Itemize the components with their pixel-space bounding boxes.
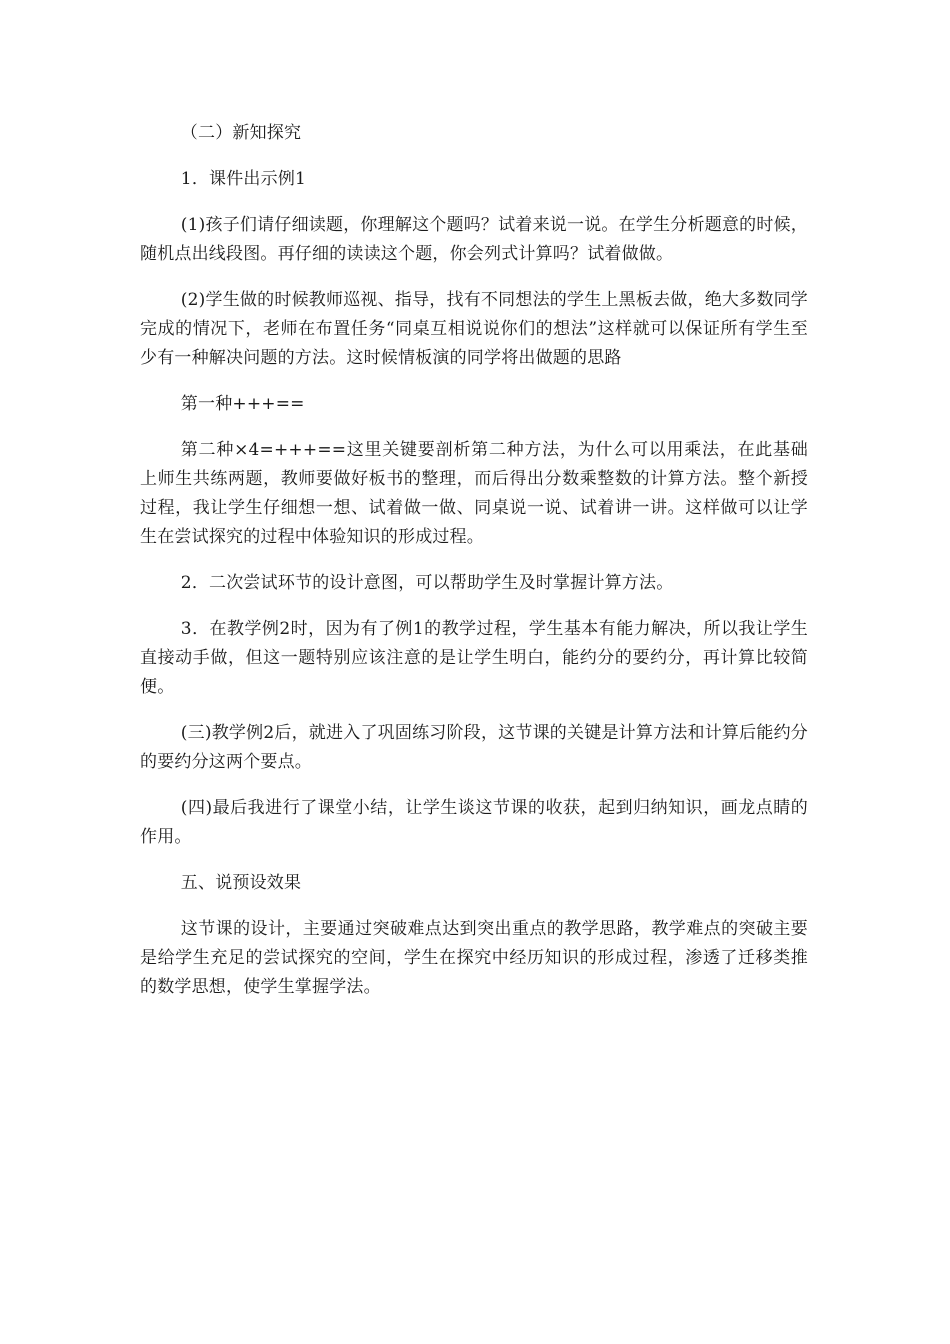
paragraph-consolidation: (三)教学例2后，就进入了巩固练习阶段，这节课的关键是计算方法和计算后能约分的要约分这两个要点。 [140, 723, 808, 772]
paragraph-method-one: 第一种+++== [180, 394, 305, 414]
paragraph-read-question: (1)孩子们请仔细读题，你理解这个题吗？试着来说一说。在学生分析题意的时候，随机点出线段图。再仔细的读读这个题，你会列式计算吗？试着做做。 [140, 215, 808, 264]
paragraph-summary: (四)最后我进行了课堂小结，让学生谈这节课的收获，起到归纳知识，画龙点睛的作用。 [140, 798, 808, 847]
document-body [140, 119, 808, 1019]
paragraph-example-2: 3．在教学例2时，因为有了例1的教学过程，学生基本有能力解决，所以我让学生直接动手做，但这一题特别应该注意的是让学生明白，能约分的要约分，再计算比较简便。 [140, 619, 808, 697]
section-heading-expected-effect: 五、说预设效果 [180, 873, 302, 893]
paragraph-design-conclusion: 这节课的设计，主要通过突破难点达到突出重点的教学思路，教学难点的突破主要是给学生充足的尝试探究的空间，学生在探究中经历知识的形成过程，渗透了迁移类推的数学思想，使学生掌握学法。 [140, 919, 808, 997]
paragraph-method-two: 第二种×4=+++==这里关键要剖析第二种方法，为什么可以用乘法，在此基础上师生共练两题，教师要做好板书的整理，而后得出分数乘整数的计算方法。整个新授过程，我让学生仔细想一想、试着做一做、同桌说一说、试着讲一讲。这样做可以让学生在尝试探究的过程中体验知识的形成过程。 [140, 440, 808, 547]
item-heading-example-1: 1．课件出示例1 [180, 169, 307, 189]
section-heading-new-knowledge: （二）新知探究 [180, 123, 302, 143]
paragraph-teacher-guidance: (2)学生做的时候教师巡视、指导，找有不同想法的学生上黑板去做，绝大多数同学完成的情况下，老师在布置任务“同桌互相说说你们的想法”这样就可以保证所有学生至少有一种解决问题的方法。这时候情板演的同学将出做题的思路 [140, 290, 808, 368]
paragraph-second-attempt: 2．二次尝试环节的设计意图，可以帮助学生及时掌握计算方法。 [180, 573, 674, 593]
